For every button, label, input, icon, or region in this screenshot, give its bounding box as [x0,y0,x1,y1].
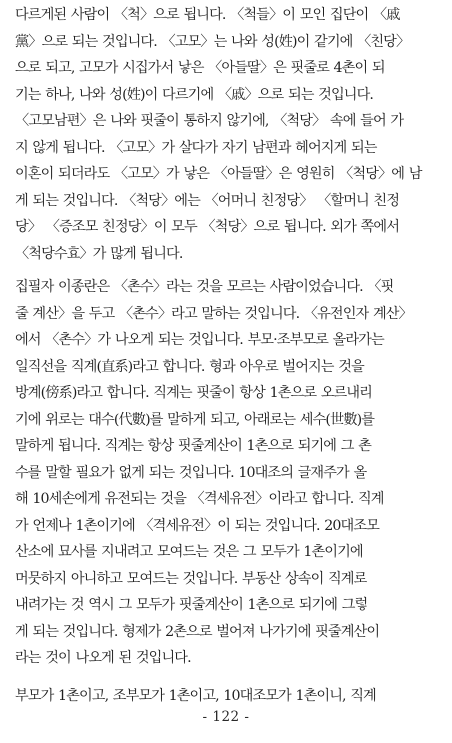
text-line: 해 10세손에게 유전되는 것을 〈격세유전〉이라고 합니다. 직계 [15,491,384,507]
text-line: 방계(傍系)라고 합니다. 직계는 핏줄이 항상 1촌으로 오르내리 [15,385,372,401]
text-line: 게 되는 것입니다. 〈척당〉에는 〈어머니 친정당〉 〈할머니 친정 [15,192,400,209]
text-line: 산소에 묘사를 지내려고 모여드는 것은 그 모두가 1촌이기에 [15,544,363,560]
text-line: 〈척당수효〉가 많게 됩니다. [15,245,183,262]
text-line: 말하게 됩니다. 직계는 항상 핏줄계산이 1촌으로 되기에 그 촌 [15,438,371,454]
text-line: 줄 계산〉을 두고 〈촌수〉라고 말하는 것입니다. 〈유전인자 계산〉 [15,305,412,322]
page-number: - 122 - [202,709,250,725]
text-line: 기는 하나, 나와 성(姓)이 다르기에 〈戚〉으로 되는 것입니다. [15,86,374,103]
text-line: 〈고모남편〉은 나와 핏줄이 통하지 않기에, 〈척당〉 속에 들어 가 [15,113,404,129]
text-line: 라는 것이 나오게 된 것입니다. [15,650,191,666]
text-line: 지 않게 됩니다. 〈고모〉가 살다가 자기 남편과 헤어지게 되는 [15,139,377,156]
text-line: 게 되는 것입니다. 형제가 2촌으로 벌어져 나가기에 핏줄계산이 [15,623,380,640]
text-line: 黨〉으로 되는 것입니다. 〈고모〉는 나와 성(姓)이 같기에 〈친당〉 [15,33,410,50]
text-line: 수를 말할 필요가 없게 되는 것입니다. 10대조의 글재주가 올 [15,464,367,481]
text-line: 머뭇하지 아니하고 모여드는 것입니다. 부동산 상속이 직계로 [15,570,367,587]
text-line: 다르게된 사람이 〈척〉으로 됩니다. 〈척들〉이 모인 집단이 〈戚 [15,7,400,23]
text-line: 가 언제나 1촌이기에 〈격세유전〉이 되는 것입니다. 20대조모 [15,517,379,534]
text-line: 으로 되고, 고모가 시집가서 낳은 〈아들딸〉은 핏줄로 4촌이 되 [15,60,385,76]
text-line: 이혼이 되더라도 〈고모〉가 낳은 〈아들딸〉은 영원히 〈척당〉에 남 [15,166,422,182]
text-line: 에서 〈촌수〉가 나오게 되는 것입니다. 부모·조부모로 올라가는 [15,332,384,348]
text-line: 집필자 이종란은 〈촌수〉라는 것을 모르는 사람이었습니다. 〈핏 [15,279,394,295]
text-line: 기에 위로는 대수(代數)를 말하게 되고, 아래로는 세수(世數)를 [15,411,375,428]
text-line: 부모가 1촌이고, 조부모가 1촌이고, 10대조모가 1촌이니, 직계 [15,688,376,704]
text-line: 당〉 〈증조모 친정당〉이 모두 〈척당〉으로 됩니다. 외가 쪽에서 [15,219,400,235]
text-line: 내려가는 것 역시 그 모두가 핏줄계산이 1촌으로 되기에 그렇 [15,597,368,613]
text-line: 일직선을 직계(直系)라고 합니다. 형과 아우로 벌어지는 것을 [15,358,364,375]
